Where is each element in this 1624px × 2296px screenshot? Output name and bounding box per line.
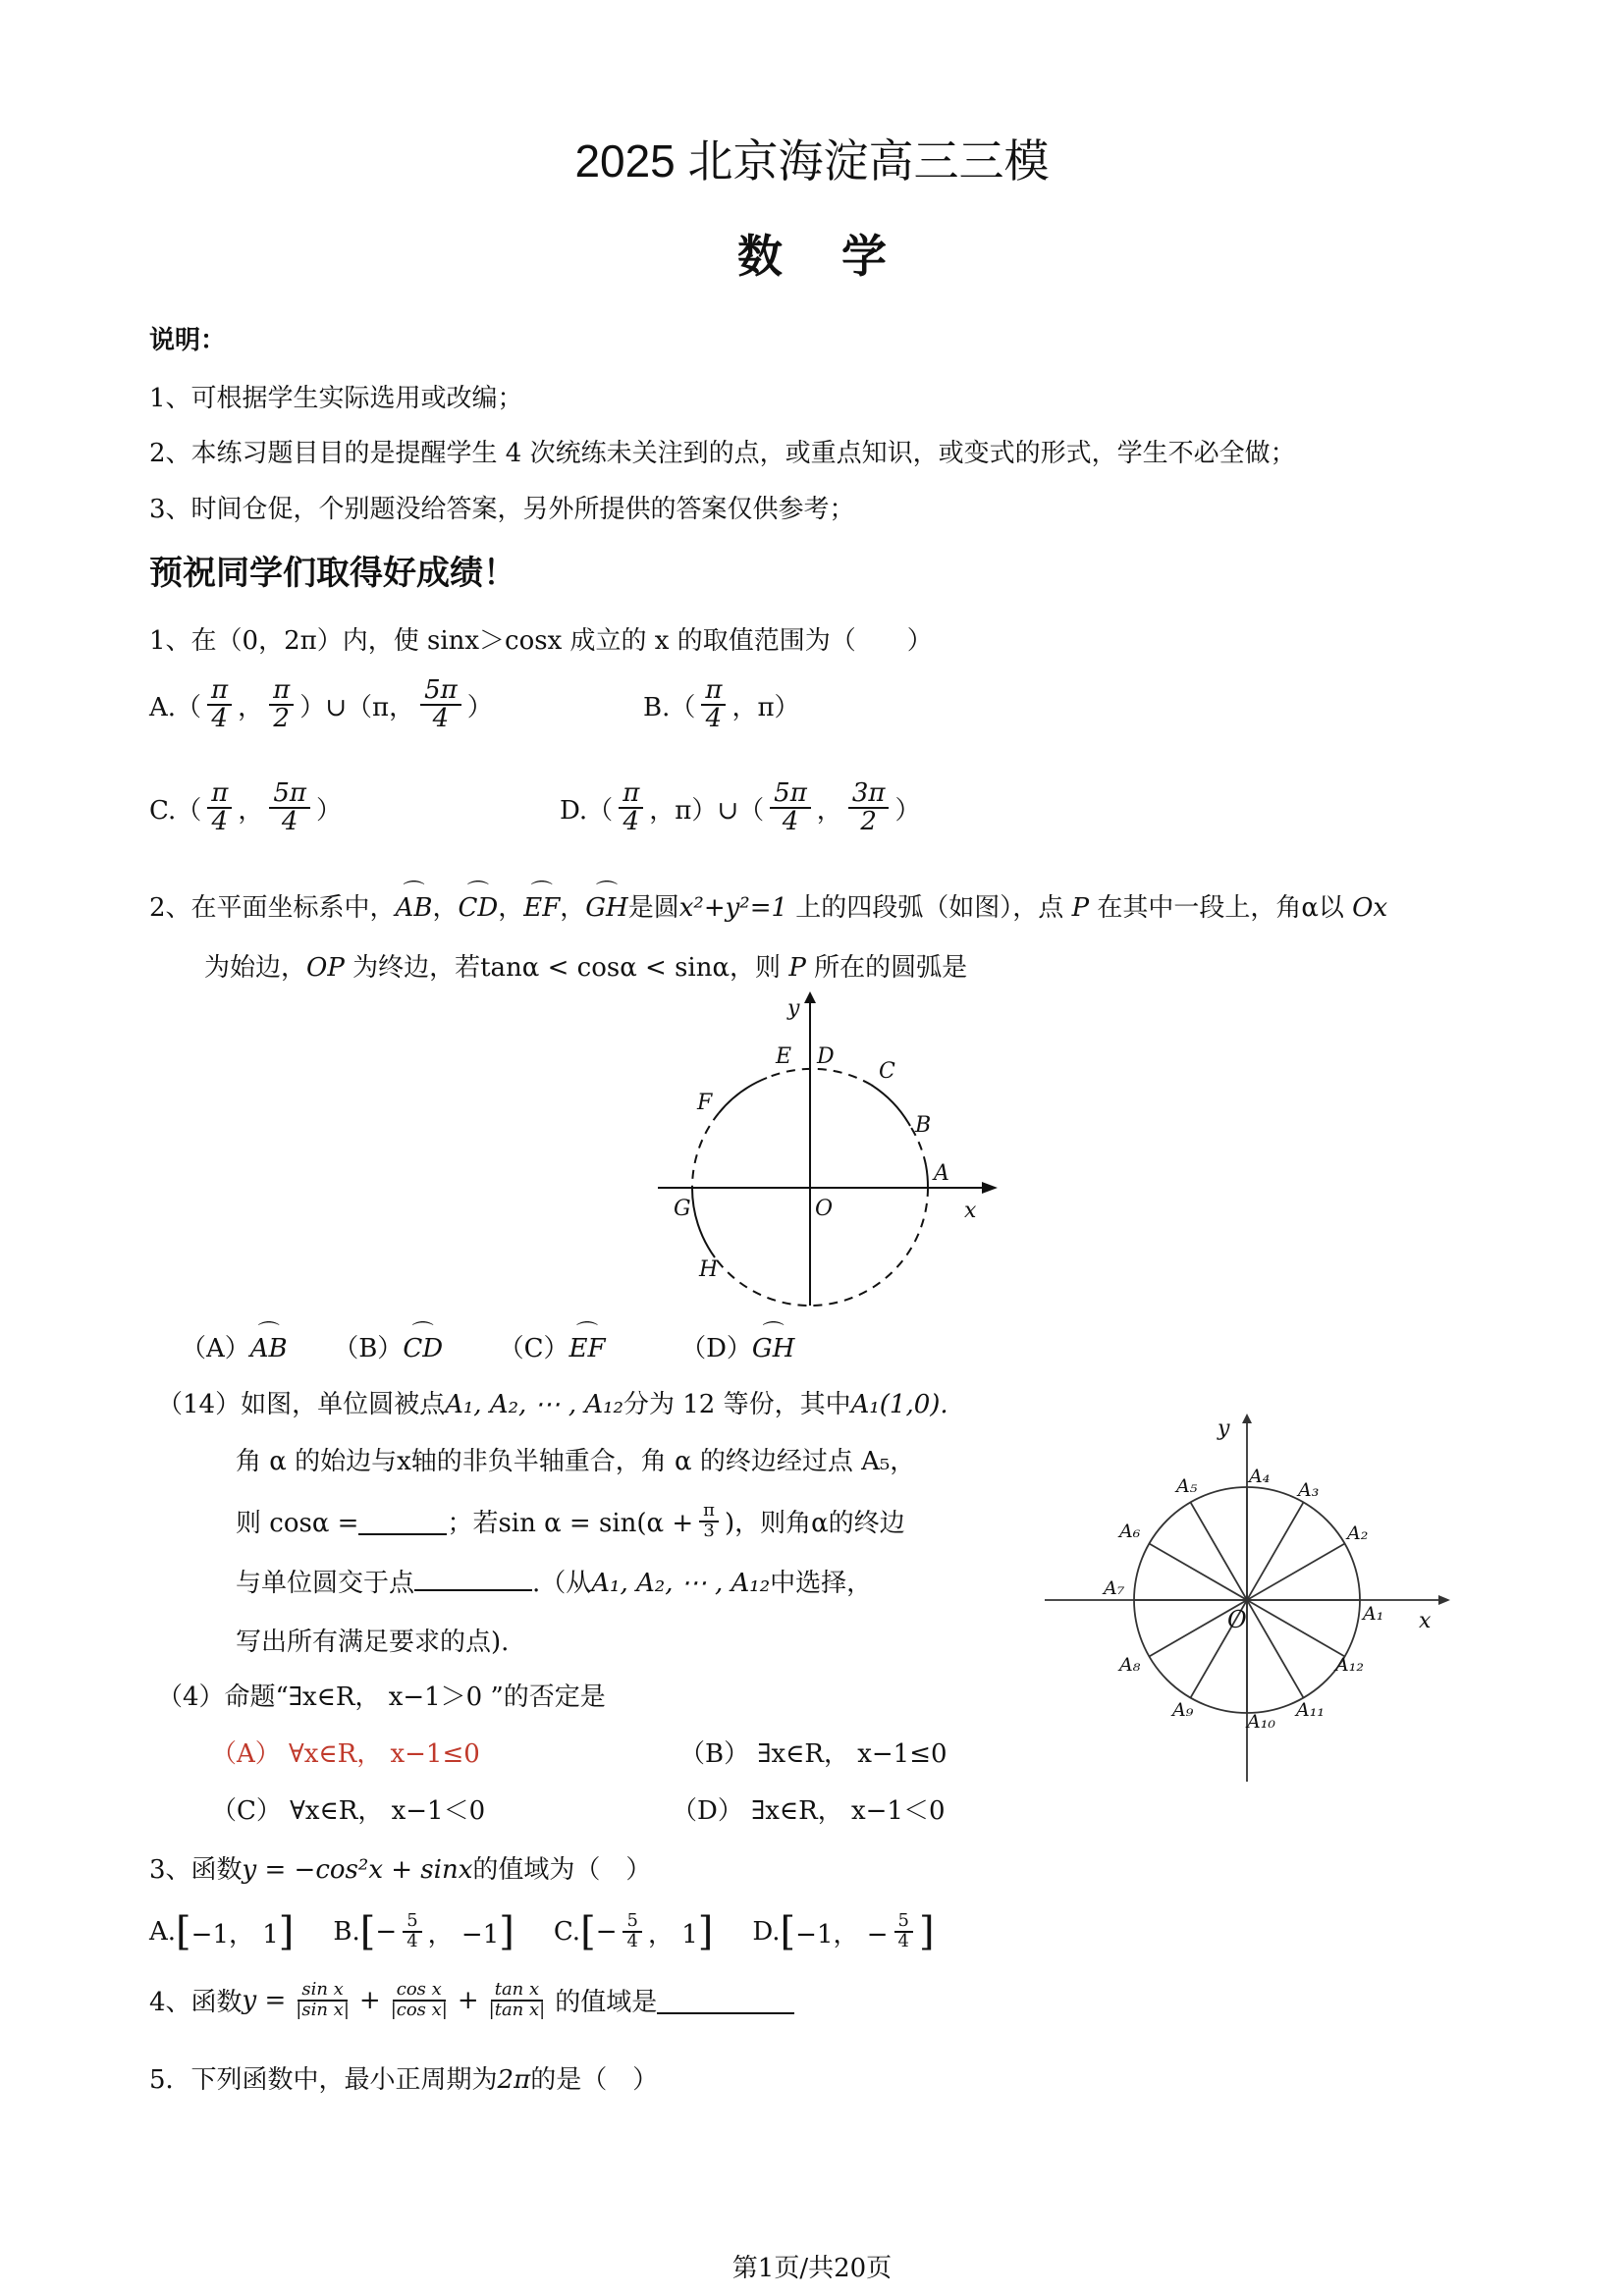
den: 4 [281,807,298,837]
fig-o: O [1227,1606,1247,1633]
q4b-y: y = [242,1985,287,2015]
page-number: 第1页/共20页 [731,2254,893,2283]
fig-a9: A₉ [1172,1699,1194,1721]
q3-c: 的值域为（ ） [472,1855,652,1885]
diameters [1134,1487,1360,1713]
plus: + [457,1985,479,2015]
frac [292,1981,353,2020]
q2-opt-b: （B） [333,1334,404,1363]
arc-ab-shape [926,1165,928,1188]
num: π [699,1502,719,1522]
frac [269,780,310,836]
den: 4 [432,704,450,734]
q3-d-a: −1， − [795,1919,889,1949]
q2-l2a: 为始边， [204,953,307,983]
q4-option-c: （C） ∀x∈R， x−1＜0 [211,1796,486,1826]
wish-heading: 预祝同学们取得好成绩！ [149,554,516,593]
bracket: [ [580,1909,596,1954]
fig-a1: A₁ [1363,1603,1384,1625]
q5-c: 的是（ ） [530,2065,659,2095]
dashed-de [767,1069,871,1085]
num: cos x [393,1981,446,2002]
num: π [207,780,232,809]
fig-a6: A₆ [1119,1521,1141,1542]
frac [207,677,232,733]
fig-f: F [697,1091,713,1115]
frac [269,677,294,733]
fig-h: H [699,1257,719,1282]
q4b-line [149,1981,794,2020]
q4-option-b: （B） ∃x∈R， x−1≤0 [679,1739,947,1769]
q14-l1a: （14）如图，单位圆被点 [157,1390,446,1419]
q5-b: 2π [497,2065,531,2095]
sep: ， [432,893,459,923]
den: 4 [782,807,799,837]
frac [403,1912,421,1951]
den: 4 [705,704,723,734]
y-arrow-icon [804,991,816,1003]
den: 3 [703,1520,715,1541]
close: ） [315,795,342,826]
num: π [207,677,232,706]
q1-d-label: D.（ [560,795,614,826]
den: 4 [211,704,228,734]
bracket: [ [780,1909,796,1954]
bracket: ] [499,1909,514,1954]
q14-line-5: 写出所有满足要求的点). [236,1628,510,1657]
num: π [619,780,643,809]
point-p: P [788,953,806,983]
q3-opt-a: −1， 1 [190,1919,279,1949]
fig-d: D [817,1044,835,1069]
q14-l4b: .（从 [532,1569,592,1598]
arc-gh-shape [692,1188,715,1257]
q2-l1d: 在其中一段上，角α以 [1089,893,1353,923]
union2: ，π）∪（ [649,795,765,826]
ox: Ox [1352,893,1388,923]
q2-l2b: 为终边，若tanα < cosα < sinα，则 [344,953,789,983]
frac [701,677,726,733]
den: 4 [211,807,229,837]
fig-a2: A₂ [1347,1522,1369,1544]
fig-c: C [879,1059,895,1084]
fig-a8: A₈ [1119,1654,1141,1676]
comma: ， [816,795,842,826]
q1-stem: 1、在（0，2π）内，使 sinx＞cosx 成立的 x 的取值范围为（ ） [149,626,933,656]
arc-cd: ⌒ CD [403,1334,443,1363]
q14-unit-circle-figure [1041,1414,1453,1796]
op: OP [306,953,345,983]
fig-a5: A₅ [1176,1475,1198,1497]
arc-ab: ⌒ AB [250,1334,288,1363]
q5-a: 5．下列函数中，最小正周期为 [149,2065,498,2095]
page-title: 2025 北京海淀高三三模 [574,135,1050,187]
q14-line-4 [236,1563,872,1599]
q1-option-a [149,677,493,733]
q5-stem [149,2059,658,2096]
union: ）∪（π， [299,692,415,722]
num: sin x [298,1981,347,2002]
y-arrow-icon [1242,1414,1252,1423]
q2-circle-figure [648,991,1001,1315]
q2-l1a: 2、在平面坐标系中， [149,893,396,923]
arc-ef: ⌒ EF [569,1334,606,1363]
bracket: [ [176,1909,191,1954]
q2-line-1 [149,887,1387,924]
q1-c-label: C.（ [149,795,202,826]
q3-b-b: ， −1 [427,1919,500,1949]
q3-stem [149,1849,651,1886]
fig-a4: A₄ [1249,1466,1271,1487]
dashed-fg [692,1113,719,1188]
note-3: 3、时间仓促，个别题没给答案，另外所提供的答案仅供参考； [149,495,855,524]
q14-line-1 [157,1384,948,1420]
den: |tan x| [488,1999,546,2020]
q3-func: y = −cos²x + sinx [242,1855,473,1885]
fig-g: G [674,1197,691,1221]
plus: + [358,1985,381,2015]
frac [623,1912,641,1951]
q14-line-3 [236,1502,905,1541]
circle-eq: x²+y²=1 [678,893,788,923]
frac [699,1502,719,1541]
q1-a-label: A.（ [149,692,202,722]
q14-l3a: 则 cosα = [236,1509,359,1539]
q2-l2c: 所在的圆弧是 [805,953,968,983]
answer-blank-3[interactable] [657,1987,794,2014]
sep: ， [560,893,586,923]
q4b-b: 的值域是 [555,1988,658,2018]
q4b-a: 4、函数 [149,1988,243,2018]
q4-option-a: （A） ∀x∈R， x−1≤0 [211,1739,480,1769]
arc-ef-shape [719,1078,767,1113]
den: 2 [273,704,290,734]
note-1: 1、可根据学生实际选用或改编； [149,384,523,413]
den: 4 [623,807,639,837]
q14-l3b: ；若sin α = sin(α + [447,1509,694,1539]
q2-opt-d: （D） [680,1334,752,1363]
frac [207,780,232,836]
q14-l3c: )，则角α的终边 [724,1509,905,1539]
num: tan x [491,1981,543,2002]
close: ） [894,795,921,826]
q1-option-b [643,677,800,733]
fig-x: x [1419,1609,1432,1633]
q14-l4a: 与单位圆交于点 [236,1569,415,1598]
q2-opt-c: （C） [498,1334,569,1363]
fig-o: O [815,1197,834,1221]
num: 5 [623,1912,641,1933]
bracket: ] [278,1909,295,1954]
q2-l1b: 是圆 [627,893,679,923]
den: 4 [406,1931,418,1951]
q2-l1c: 上的四段弧（如图），点 [787,893,1072,923]
arc-cd: ⌒ CD [458,893,498,923]
num: 5π [770,780,811,809]
q1-option-c [149,780,342,836]
frac [420,677,461,733]
q4-stem: （4）命题“∃x∈R， x−1＞0 ”的否定是 [157,1682,606,1712]
num: π [269,677,294,706]
arc-ef: ⌒ EF [523,893,560,923]
q2-options [181,1328,794,1364]
frac [894,1912,913,1951]
answer-blank-1[interactable] [358,1508,447,1535]
arc-ab: ⌒ AB [396,893,433,923]
q1-option-d [560,780,920,836]
sep: ， [498,893,524,923]
q14-points: A₁, A₂, ⋯ , A₁₂ [445,1390,623,1419]
q3-b-label: B. [333,1917,360,1947]
q14-a1: A₁(1,0). [850,1390,948,1419]
note-2: 2、本练习题目目的是提醒学生 4 次统练未关注到的点，或重点知识，或变式的形式，学生不必全做； [149,439,1296,468]
fig-y: y [787,996,800,1021]
frac [619,780,643,836]
notes-label: 说明： [149,326,227,355]
q14-l1c: 分为 12 等份，其中 [623,1390,851,1419]
den: |cos x| [390,1999,448,2020]
q3-a-label: A. [149,1917,177,1947]
q3-c-b: ， 1 [647,1919,698,1949]
x-arrow-icon [1438,1595,1450,1605]
den: 4 [626,1931,638,1951]
q14-line-2: 角 α 的始边与x轴的非负半轴重合，角 α 的终边经过点 A₅， [236,1447,916,1476]
q14-points: A₁, A₂, ⋯ , A₁₂ [591,1569,771,1598]
q3-c-a: − [595,1917,618,1947]
fig-a7: A₇ [1104,1577,1125,1599]
q2-opt-a: （A） [181,1334,250,1363]
arc-cd-shape [871,1085,910,1126]
subject-title: 数学 [737,230,946,283]
num: 5 [403,1912,421,1933]
den: 2 [860,807,877,837]
frac [485,1981,550,2020]
pi-close: ，π） [731,692,800,722]
fig-a3: A₃ [1298,1479,1320,1501]
frac [848,780,890,836]
num: 3π [848,780,890,809]
fig-a12: A₁₂ [1335,1654,1364,1676]
num: π [701,677,726,706]
q14-l4d: 中选择， [770,1569,873,1598]
fig-a10: A₁₀ [1247,1711,1275,1733]
comma: ， [238,795,264,826]
close: ） [466,692,493,722]
q3-a: 3、函数 [149,1855,243,1885]
den: 4 [897,1931,909,1951]
bracket: ] [697,1909,714,1954]
arc-gh: ⌒ GH [752,1334,794,1363]
fig-e: E [776,1044,792,1069]
frac [387,1981,452,2020]
arc-gh: ⌒ GH [585,893,627,923]
answer-blank-2[interactable] [414,1566,532,1591]
comma: ， [238,692,264,722]
x-arrow-icon [982,1182,998,1194]
q4-option-d: （D） ∃x∈R， x−1＜0 [672,1796,946,1826]
point-p: P [1071,893,1090,923]
q1-b-label: B.（ [643,692,696,722]
fig-a: A [934,1161,949,1186]
frac [770,780,811,836]
fig-b: B [915,1113,932,1138]
num: 5 [894,1912,913,1933]
q3-b-a: − [375,1917,398,1947]
num: 5π [420,677,461,706]
fig-x: x [964,1199,977,1223]
q3-d-label: D. [752,1917,781,1947]
q2-line-2 [204,947,967,984]
den: |sin x| [296,1999,350,2020]
bracket: ] [919,1909,935,1954]
fig-y: y [1218,1416,1230,1441]
num: 5π [269,780,310,809]
fig-a11: A₁₁ [1296,1699,1325,1721]
q3-options [149,1909,935,1954]
q3-c-label: C. [553,1917,581,1947]
bracket: [ [359,1909,376,1954]
